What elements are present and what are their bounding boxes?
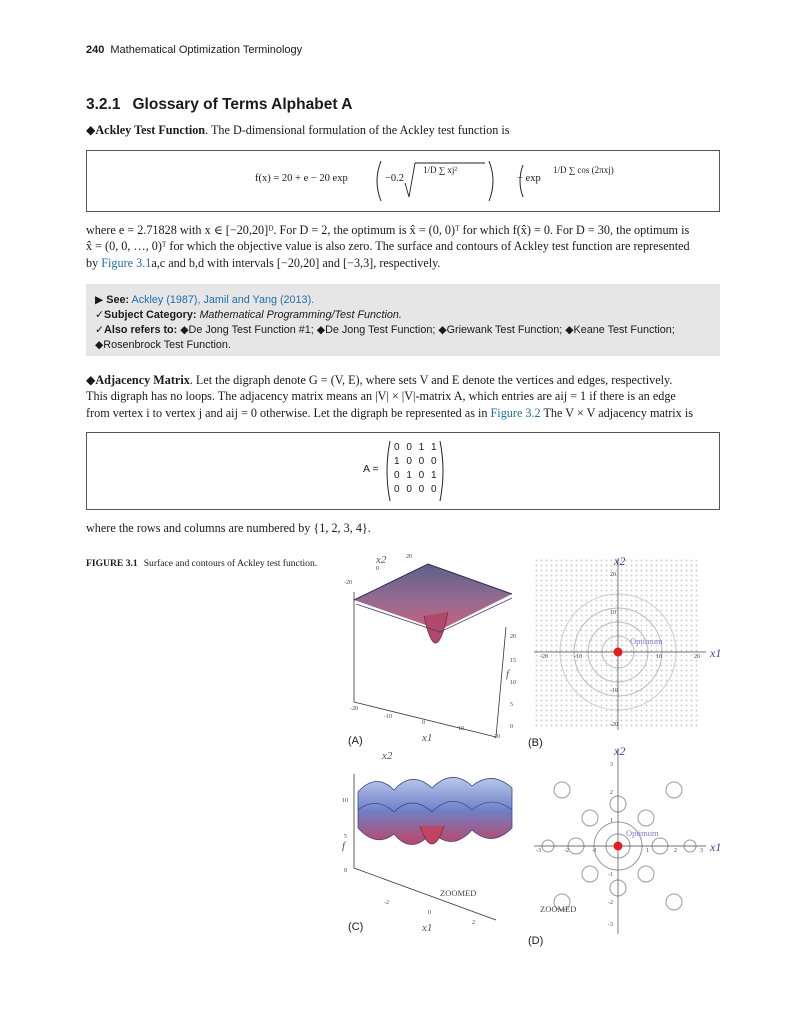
- panel-c-label: (C): [348, 921, 364, 933]
- figure-3-2-link[interactable]: Figure 3.2: [490, 405, 541, 420]
- panel-b-contours: [534, 558, 724, 740]
- eq-exp2: − exp: [517, 173, 541, 184]
- adjacency-term: ◆Adjacency Matrix: [86, 373, 190, 387]
- section-title: Glossary of Terms Alphabet A: [132, 96, 353, 113]
- panel-c-surface: [336, 752, 522, 932]
- panel-b-label: (B): [528, 737, 543, 749]
- ackley-equation-box: [86, 150, 720, 212]
- adjacency-after: where the rows and columns are numbered by {1, 2, 3, 4}.: [86, 521, 371, 535]
- figure-3-1-link[interactable]: Figure 3.1: [101, 255, 152, 270]
- ackley-intro: ◆Ackley Test Function. The D-dimensional formulation of the Ackley test function is: [86, 123, 510, 137]
- optimum-dot-d: [614, 842, 623, 851]
- eq-lhs: f(x) = 20 + e − 20 exp: [255, 173, 348, 184]
- book-title: Mathematical Optimization Terminology: [110, 44, 303, 56]
- section-heading: [86, 96, 352, 114]
- matrix-box: [86, 432, 720, 510]
- panel-d-label: (D): [528, 935, 544, 947]
- running-head: [86, 44, 302, 56]
- panel-c: x2 f x1 ZOOMED 10 5 0 -2 0 2: [336, 752, 522, 932]
- page-number: 240: [86, 44, 105, 56]
- eq-sum2: 1/D ∑ cos (2πxj): [553, 165, 614, 175]
- ackley-term: ◆Ackley Test Function: [86, 123, 206, 137]
- see-also-box: ▶ See: Ackley (1987), Jamil and Yang (2013). ✓Subject Category: Mathematical Programming/Test Function. ✓Also refers to: ◆De Jong Test Function #1; ◆De Jong Test Function; ◆Griewank Test Function; ◆Keane Test Function; ◆Rosenbrock Test Function.: [86, 284, 720, 356]
- optimum-dot-b: [614, 648, 623, 657]
- panel-a: x2 f x1 20 0 -20 20 15 10 5 0 -20 -10 0 10 20: [336, 552, 522, 748]
- panel-a-label: (A): [348, 735, 363, 747]
- ackley-body: where e = 2.71828 with x ∈ [−20,20]ᴰ. For D = 2, the optimum is x̂ = (0, 0)ᵀ for which f(x̂) = 0. For D = 30, the optimum is x̂ = (0, 0, …, 0)ᵀ for which the objective value is also zero. The surface and contours of Ackley test function are represented by Figure 3.1a,c and b,d with intervals [−20,20] and [−3,3], respectively.: [86, 223, 690, 270]
- panel-d: x2 x1 Optimum ZOOMED -3 -2 -1 1 2 3 3 2 1 -1 -2 -3: [534, 748, 724, 936]
- figure-caption: FIGURE 3.1 Surface and contours of Ackley test function.: [86, 558, 318, 569]
- adjacency-para: ◆Adjacency Matrix. Let the digraph denote G = (V, E), where sets V and E denote the vertices and edges, respectively. This digraph has no loops. The adjacency matrix means an |V| × |V|-matrix A, which entries are aij = 1 if there is an edge from vertex i to vertex j and aij = 0 otherwise. Let the digraph be represented as in Figure 3.2 The V × V adjacency matrix is: [86, 373, 693, 420]
- panel-b: x2 x1 Optimum -20 -10 10 20 20 10 -10 -20: [534, 558, 724, 740]
- panel-a-surface: [336, 552, 522, 748]
- matrix-lhs: A =: [363, 463, 379, 475]
- eq-sum1: 1/D ∑ xj²: [423, 165, 458, 175]
- eq-mid: −0.2: [385, 173, 405, 184]
- see-refs-link[interactable]: Ackley (1987), Jamil and Yang (2013).: [131, 294, 315, 306]
- section-number: 3.2.1: [86, 96, 121, 113]
- matrix-rows: 0 0 1 1 1 0 0 0 0 1 0 1 0 0 0 0: [394, 442, 439, 495]
